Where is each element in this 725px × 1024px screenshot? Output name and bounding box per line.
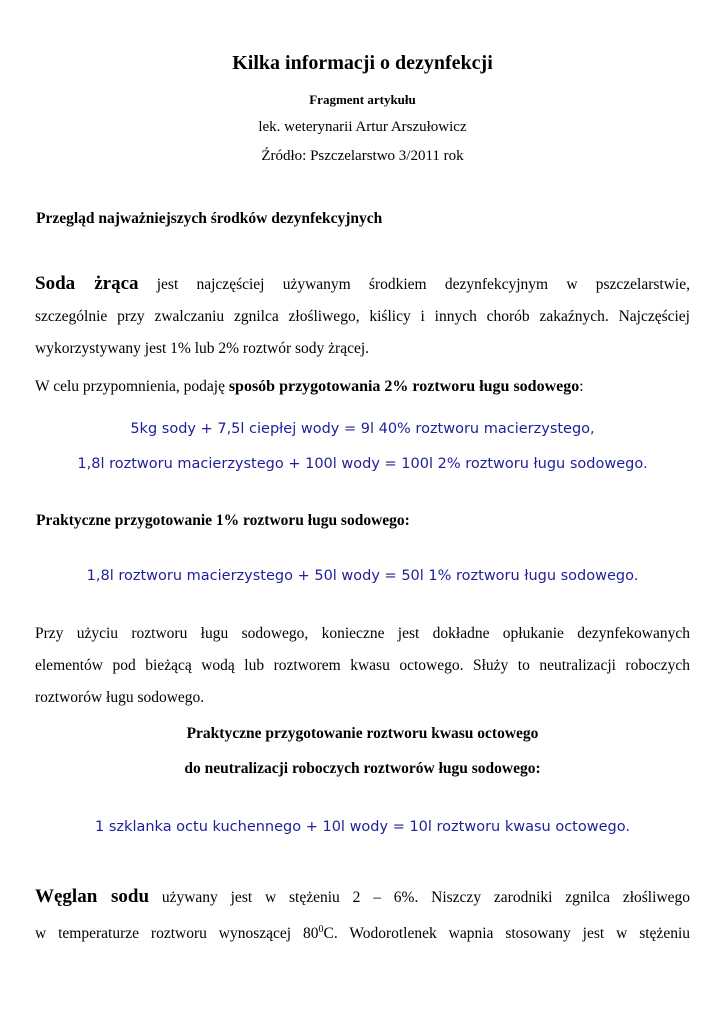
reminder-prefix: W celu przypomnienia, podaję xyxy=(35,378,229,395)
rinse-line-2: elementów pod bieżącą wodą lub roztworem kwasu octowego. Służy to neutralizacji roboczych xyxy=(35,657,690,674)
formula-2-percent: 1,8l roztworu macierzystego + 100l wody = 100l 2% roztworu ługu sodowego. xyxy=(77,456,648,472)
source-line: Źródło: Pszczelarstwo 3/2011 rok xyxy=(261,148,464,164)
formula-40-percent: 5kg sody + 7,5l ciepłej wody = 9l 40% roztworu macierzystego, xyxy=(130,421,595,437)
soda-line-1 xyxy=(35,268,690,301)
document-subtitle: Fragment artykułu xyxy=(309,92,416,107)
author-line: lek. weterynarii Artur Arszułowicz xyxy=(258,119,467,135)
reminder-suffix: : xyxy=(579,378,584,395)
rinse-paragraph xyxy=(35,618,690,714)
carbonate-line-2b: C. Wodorotlenek wapnia stosowany jest w stężeniu xyxy=(323,925,691,943)
soda-line-1-text: jest najczęściej używanym środkiem dezynfekcyjnym w pszczelarstwie, xyxy=(138,276,690,293)
carbonate-line-2a: w temperaturze roztworu wynoszącej 80 xyxy=(35,925,319,943)
overview-heading: Przegląd najważniejszych środków dezynfekcyjnych xyxy=(36,210,383,227)
acetic-heading-1: Praktyczne przygotowanie roztworu kwasu octowego xyxy=(186,725,539,742)
reminder-bold: sposób przygotowania 2% roztworu ługu sodowego xyxy=(228,378,580,395)
soda-term: Soda żrąca xyxy=(35,273,139,294)
degree-superscript: 0 xyxy=(318,924,324,935)
carbonate-term: Węglan sodu xyxy=(35,886,150,907)
reminder-line xyxy=(35,371,690,403)
rinse-line-3: roztworów ługu sodowego. xyxy=(35,689,205,706)
carbonate-paragraph xyxy=(35,881,690,950)
formula-1-percent: 1,8l roztworu macierzystego + 50l wody = 50l 1% roztworu ługu sodowego. xyxy=(86,568,639,584)
carbonate-line-1-text: używany jest w stężeniu 2 – 6%. Niszczy zarodniki zgnilca złośliwego xyxy=(149,889,690,906)
document-title: Kilka informacji o dezynfekcji xyxy=(232,52,493,74)
soda-line-3: wykorzystywany jest 1% lub 2% roztwór sody żrącej. xyxy=(35,340,370,357)
formula-acetic: 1 szklanka octu kuchennego + 10l wody = 10l roztworu kwasu octowego. xyxy=(95,819,630,835)
reminder-paragraph xyxy=(35,371,690,403)
soda-line-2: szczególnie przy zwalczaniu zgnilca złośliwego, kiślicy i innych chorób zakaźnych. Najczęściej xyxy=(35,308,690,325)
rinse-line-1: Przy użyciu roztworu ługu sodowego, konieczne jest dokładne opłukanie dezynfekowanych xyxy=(35,625,690,642)
acetic-heading-2: do neutralizacji roboczych roztworów ługu sodowego: xyxy=(184,760,541,777)
carbonate-line-2 xyxy=(35,914,690,950)
practical-1-heading: Praktyczne przygotowanie 1% roztworu ługu sodowego: xyxy=(36,512,410,529)
carbonate-line-1 xyxy=(35,881,690,914)
soda-paragraph xyxy=(35,268,690,365)
